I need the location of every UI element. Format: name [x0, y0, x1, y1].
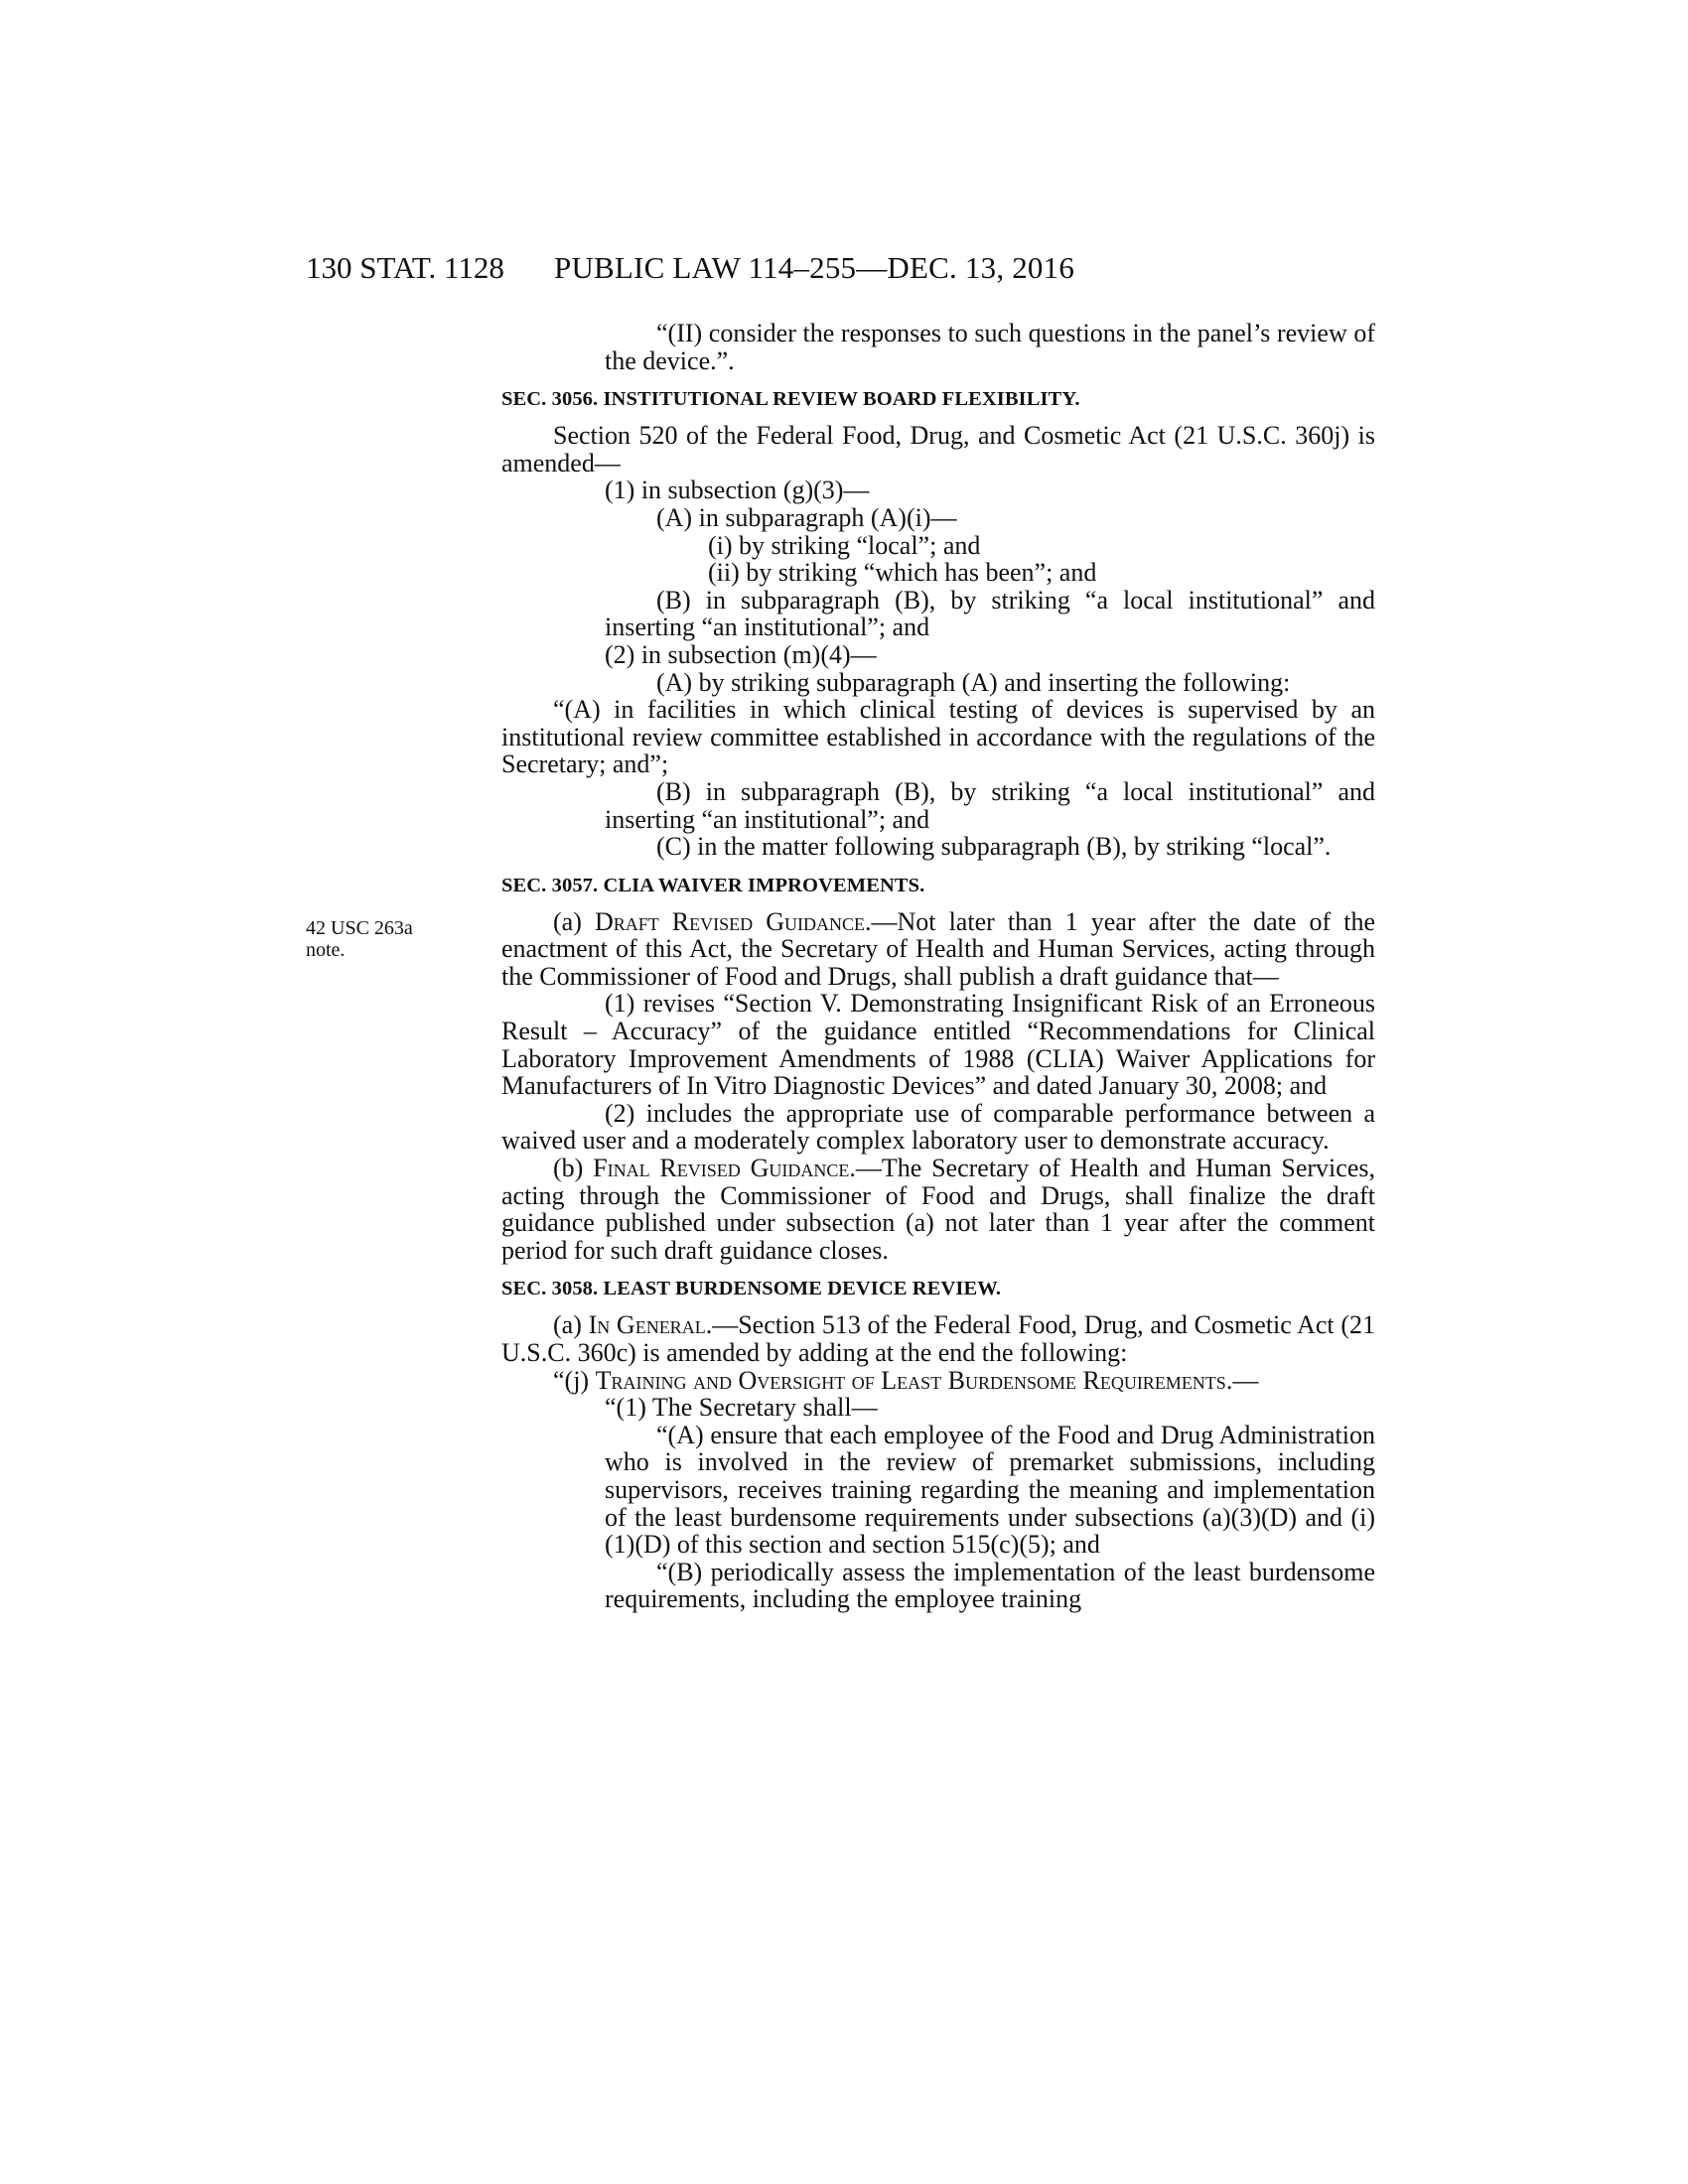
- margin-note-citation: 42 USC 263a: [306, 917, 413, 939]
- subsection-label: (a): [553, 1310, 589, 1340]
- subparagraph-item: (A) in subparagraph (A)(i)—: [656, 502, 957, 532]
- section-text: Section 520 of the Federal Food, Drug, and Cosmetic Act (21 U.S.C. 360j) is amended—: [501, 421, 1375, 478]
- subparagraph-item: (C) in the matter following subparagraph (B), by striking “local”.: [656, 832, 1332, 862]
- subsection-label: (b): [553, 1154, 594, 1183]
- subsection-a: [501, 1311, 1375, 1366]
- section-heading-3056: SEC. 3056. INSTITUTIONAL REVIEW BOARD FLEXIBILITY.: [501, 388, 1080, 411]
- subsection-heading: Training and Oversight of Least Burdensome Requirements: [595, 1365, 1226, 1395]
- subparagraph-item: (B) in subparagraph (B), by striking “a local institutional” and inserting “an institutional”; and: [605, 585, 1375, 642]
- subsection-text: .—: [1225, 1365, 1259, 1395]
- subsection-heading: Final Revised Guidance: [593, 1154, 850, 1183]
- subparagraph-item: (A) by striking subparagraph (A) and inserting the following:: [656, 667, 1291, 697]
- paragraph-item: (1) in subsection (g)(3)—: [605, 476, 870, 505]
- paragraph-item: (2) includes the appropriate use of comparable performance between a waived user and a moderately complex laboratory user to demonstrate accuracy.: [501, 1098, 1375, 1156]
- paragraph-item: “(1) The Secretary shall—: [605, 1393, 878, 1423]
- quoted-clause: “(A) in facilities in which clinical testing of devices is supervised by an institutional review committee established in accordance with the regulations of the Secretary; and”;: [501, 695, 1375, 779]
- clause-item: (i) by striking “local”; and: [708, 530, 981, 560]
- paragraph-item: (2) in subsection (m)(4)—: [605, 639, 877, 669]
- document-body: [501, 320, 1375, 1613]
- paragraph-item: (1) revises “Section V. Demonstrating Insignificant Risk of an Erroneous Result – Accuracy” of the guidance entitled “Recommendations for Clinical Laboratory Improvement Amendments of 1988 (CLIA) Waiver Applications for Manufacturers of In Vitro Diagnostic Devices” and dated January 30, 2008; and: [501, 989, 1375, 1101]
- subparagraph-item: “(A) ensure that each employee of the Food and Drug Administration who is involved in the review of premarket submissions, including supervisors, receives training regarding the meaning and implementation of the least burdensome requirements under subsections (a)(3)(D) and (i)(1)(D) of this section and section 515(c)(5); and: [605, 1420, 1375, 1560]
- subparagraph-item: (B) in subparagraph (B), by striking “a local institutional” and inserting “an institutional”; and: [605, 776, 1375, 834]
- subsection-b: [501, 1155, 1375, 1264]
- subsection-label: “(j): [553, 1365, 596, 1395]
- section-heading-3057: SEC. 3057. CLIA WAIVER IMPROVEMENTS.: [501, 874, 925, 896]
- subparagraph-item: “(B) periodically assess the implementation of the least burdensome requirements, including the employee training: [605, 1557, 1375, 1614]
- subsection-label: (a): [553, 906, 595, 936]
- quoted-subsection-j: [501, 1367, 1375, 1395]
- clause-item: (ii) by striking “which has been”; and: [708, 558, 1097, 588]
- margin-note-label: note.: [306, 939, 346, 961]
- margin-note: [306, 917, 445, 961]
- subsection-text: .—Section 513 of the Federal Food, Drug, and Cosmetic Act (21 U.S.C. 360c) is amended by adding at the end the following:: [501, 1310, 1375, 1367]
- subsection-heading: Draft Revised Guidance: [594, 906, 865, 936]
- subsection-heading: In General: [588, 1310, 706, 1340]
- public-law-title: PUBLIC LAW 114–255—DEC. 13, 2016: [554, 250, 1075, 285]
- page-header: [306, 248, 1378, 288]
- subsection-text: .—The Secretary of Health and Human Services, acting through the Commissioner of Food and Drugs, shall finalize the draft guidance published under subsection (a) not later than 1 year after the comment period for such draft guidance closes.: [501, 1154, 1375, 1265]
- section-heading-3058: SEC. 3058. LEAST BURDENSOME DEVICE REVIEW.: [501, 1278, 1002, 1300]
- subsection-text: .—Not later than 1 year after the date of the enactment of this Act, the Secretary of Health and Human Services, acting through the Commissioner of Food and Drugs, shall publish a draft guidance that—: [501, 906, 1376, 991]
- quoted-clause: “(II) consider the responses to such questions in the panel’s review of the device.”.: [605, 319, 1375, 375]
- stat-page-number: 130 STAT. 1128: [306, 250, 504, 285]
- subsection-a: [501, 908, 1375, 991]
